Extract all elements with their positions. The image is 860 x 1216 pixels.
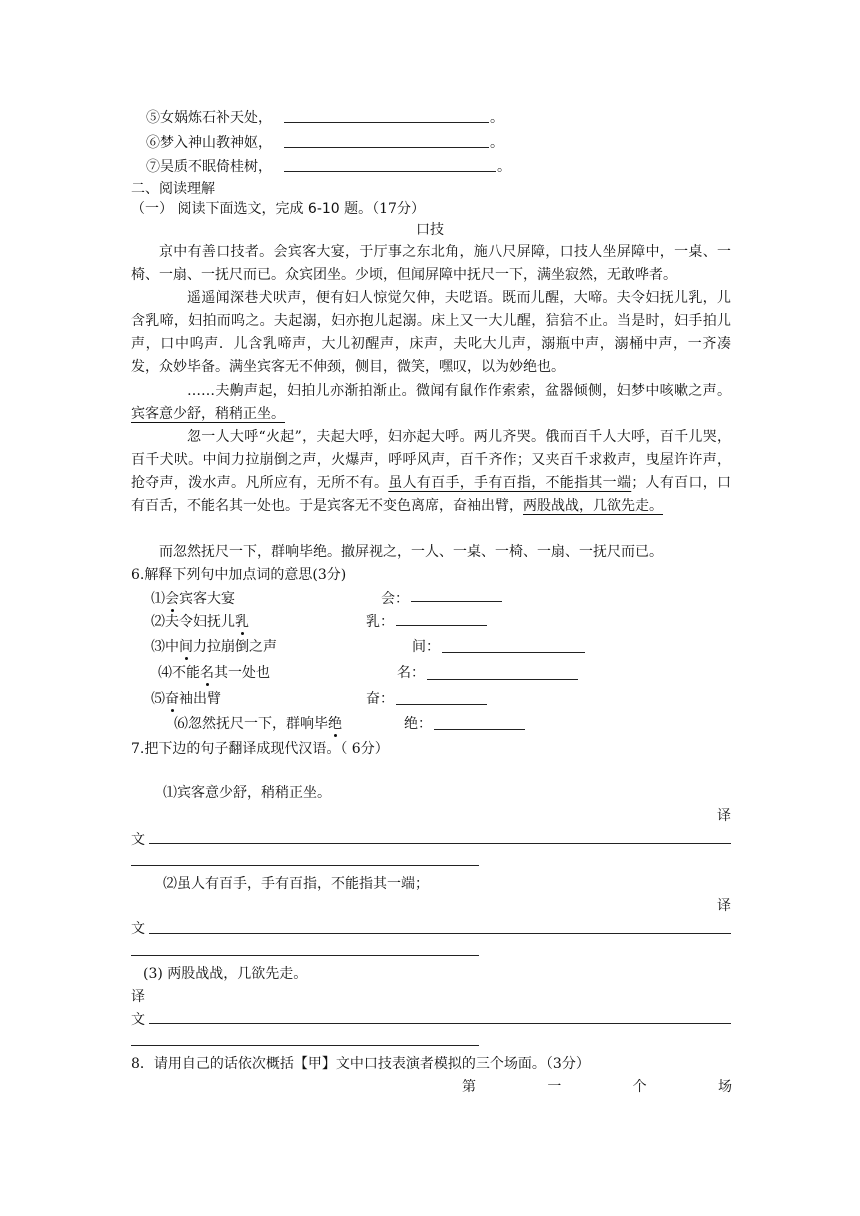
answer-line[interactable] <box>411 601 502 602</box>
underlined-sentence: 宾客意少舒，稍稍正坐。 <box>131 406 285 422</box>
dotted-word: 名 <box>200 662 214 682</box>
period: 。 <box>490 135 504 151</box>
paragraph-4: 忽一人大呼“火起”，夫起大呼，妇亦起大呼。两儿齐哭。俄而百千人大呼，百千儿哭，百千犬吠。中间力拉崩倒之声，火爆声，呼呼风声，百千齐作；又夹百千求救声，曳屋许许声，抢夺声，泼水声。凡所应有，无所不有。虽人有百手，手有百指，不能指其一端；人有百口，口有百舌，不能名其一处也。于是宾客无不变色离席，奋袖出臂，两股战战，几欲先走。 <box>131 429 732 514</box>
q7-heading: 7.把下边的句子翻译成现代汉语。（ 6分） <box>131 741 389 757</box>
q6-key: 会： <box>381 591 409 607</box>
underlined-sentence: 两股战战，几欲先走。 <box>523 498 663 514</box>
q6-key: 奋： <box>366 691 394 707</box>
yi-char: 译 <box>717 808 731 824</box>
answer-line[interactable] <box>284 122 489 123</box>
yi-char: 译 <box>717 898 731 914</box>
paragraph-1: 京中有善口技者。会宾客大宴，于厅事之东北角，施八尺屏障，口技人坐屏障中，一桌、一椅、一扇、一抚尺而已。众宾团坐。少顷，但闻屏障中抚尺一下，满坐寂然，无敢哗者。 <box>131 244 731 283</box>
q6-item-5: ⑸奋袖出臂 <box>151 688 221 708</box>
q8-answer-prompt: 第 一 个 场 <box>462 1079 732 1095</box>
q6-heading: 6.解释下列句中加点词的意思(3分) <box>131 567 347 583</box>
dotted-word: 会 <box>165 588 179 608</box>
q6-item-4: ⑷不能名其一处也 <box>158 662 270 682</box>
dotted-word: 奋 <box>165 688 179 708</box>
section-heading: 二、阅读理解 <box>131 181 215 197</box>
period: 。 <box>490 110 504 126</box>
answer-line[interactable] <box>131 865 479 866</box>
answer-line[interactable] <box>396 625 487 626</box>
q6-key: 乳： <box>366 614 394 630</box>
q7-item-3: (3) 两股战战，几欲先走。 <box>143 966 308 982</box>
fill-item-5: ⑤女娲炼石补天处， <box>146 110 272 126</box>
dotted-word: 绝 <box>328 713 342 733</box>
answer-line[interactable] <box>149 933 731 934</box>
wen-char: 文 <box>131 832 145 848</box>
paragraph-2: 遥遥闻深巷犬吠声，便有妇人惊觉欠伸，夫呓语。既而儿醒，大啼。夫令妇抚儿乳，儿含乳啼，妇拍而呜之。夫起溺，妇亦抱儿起溺。床上又一大儿醒，狺狺不止。当是时，妇手拍儿声，口中呜声．儿含乳啼声，大儿初醒声，床声，夫叱大儿声，溺瓶中声，溺桶中声，一齐凑发，众妙毕备。满坐宾客无不伸颈，侧目，微笑，嘿叹，以为妙绝也。 <box>131 290 731 375</box>
q6-item-2: ⑵夫令妇抚儿乳 <box>151 611 249 631</box>
q8-heading: 8．请用自己的话依次概括【甲】文中口技表演者模拟的三个场面。（3分） <box>131 1056 590 1072</box>
answer-line[interactable] <box>149 1023 731 1024</box>
article-title: 口技 <box>416 222 444 238</box>
answer-line[interactable] <box>396 704 487 705</box>
answer-line[interactable] <box>442 652 585 653</box>
fill-item-6: ⑥梦入神山教神妪， <box>146 135 272 151</box>
paragraph-3: ……夫齁声起，妇拍儿亦渐拍渐止。微闻有鼠作作索索，盆器倾侧，妇梦中咳嗽之声。宾客意少舒，稍稍正坐。 <box>131 383 731 422</box>
answer-line[interactable] <box>131 955 479 956</box>
wen-char: 文 <box>131 1012 145 1028</box>
q6-key: 间： <box>412 639 440 655</box>
answer-line[interactable] <box>131 1045 479 1046</box>
period: 。 <box>497 159 511 175</box>
q7-item-2: ⑵虽人有百手，手有百指，不能指其一端； <box>163 876 429 892</box>
paragraph-5: 而忽然抚尺一下，群响毕绝。撤屏视之，一人、一桌、一椅、一扇、一抚尺而已。 <box>159 544 663 560</box>
q6-item-6: ⑹忽然抚尺一下，群响毕绝 <box>174 713 342 733</box>
dotted-word: 间 <box>179 636 193 656</box>
answer-line[interactable] <box>284 171 496 172</box>
wen-char: 文 <box>131 921 145 937</box>
answer-line[interactable] <box>149 843 731 844</box>
dotted-word: 乳 <box>235 611 249 631</box>
fill-item-7: ⑦吴质不眠倚桂树， <box>146 159 272 175</box>
q6-item-3: ⑶中间力拉崩倒之声 <box>151 636 277 656</box>
subsection-instruction: （一） 阅读下面选文，完成 6-10 题。（17分） <box>131 201 425 217</box>
yi-char: 译 <box>131 989 145 1005</box>
q6-item-1: ⑴会宾客大宴 <box>151 588 235 608</box>
answer-line[interactable] <box>434 729 525 730</box>
q6-key: 绝： <box>404 716 432 732</box>
answer-line[interactable] <box>284 147 489 148</box>
q7-item-1: ⑴宾客意少舒，稍稍正坐。 <box>163 785 331 801</box>
q6-key: 名： <box>397 665 425 681</box>
underlined-sentence: 虽人有百手，手有百指，不能指其一端 <box>388 475 632 491</box>
answer-line[interactable] <box>427 679 578 680</box>
